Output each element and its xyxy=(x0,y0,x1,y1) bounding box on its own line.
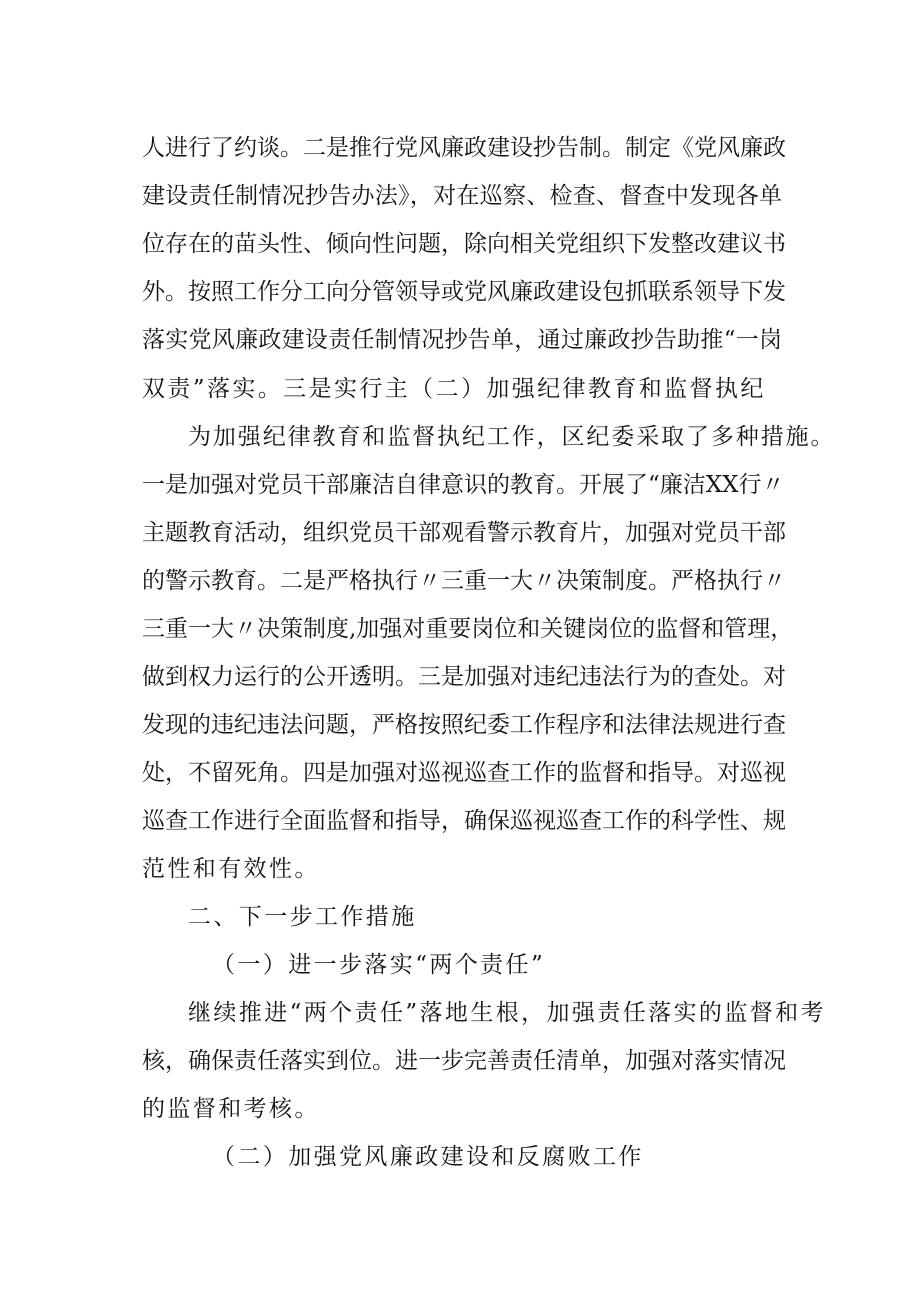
paragraph-line: 巡查工作进行全面监督和指导，确保巡视巡查工作的科学性、规 xyxy=(142,808,786,834)
paragraph-line: 主题教育活动，组织党员干部观看警示教育片，加强对党员干部 xyxy=(142,520,786,546)
paragraph-line: 人进行了约谈。二是推行党风廉政建设抄告制。制定《党风廉政 xyxy=(142,135,786,161)
paragraph-line: 发现的违纪违法问题，严格按照纪委工作程序和法律法规进行查 xyxy=(142,712,786,738)
paragraph-line: 的监督和考核。 xyxy=(142,1096,320,1122)
subsection-heading: （二）加强党风廉政建设和反腐败工作 xyxy=(212,1144,644,1170)
section-heading: 二、下一步工作措施 xyxy=(188,904,417,930)
paragraph-line: 范性和有效性。 xyxy=(142,856,320,882)
paragraph-line: 一是加强对党员干部廉洁自律意识的教育。开展了“廉洁XX行〃 xyxy=(142,472,785,498)
paragraph-line: 落实党风廉政建设责任制情况抄告单，通过廉政抄告助推“一岗 xyxy=(142,327,782,353)
paragraph-line: 位存在的苗头性、倾向性问题，除向相关党组织下发整改建议书 xyxy=(142,231,786,257)
paragraph-line: 的警示教育。二是严格执行〃三重一大〃决策制度。严格执行〃 xyxy=(142,568,786,594)
paragraph-line: 核，确保责任落实到位。进一步完善责任清单，加强对落实情况 xyxy=(142,1048,786,1074)
paragraph-line: 双责”落实。三是实行主（二）加强纪律教育和监督执纪 xyxy=(142,376,766,402)
paragraph-line: 外。按照工作分工向分管领导或党风廉政建设包抓联系领导下发 xyxy=(142,279,786,305)
paragraph-first-line: 为加强纪律教育和监督执纪工作，区纪委采取了多种措施。 xyxy=(188,424,836,450)
paragraph-first-line: 继续推进“两个责任”落地生根，加强责任落实的监督和考 xyxy=(188,1000,826,1026)
paragraph-line: 三重一大〃决策制度,加强对重要岗位和关键岗位的监督和管理， xyxy=(142,616,794,642)
paragraph-line: 做到权力运行的公开透明。三是加强对违纪违法行为的查处。对 xyxy=(142,664,786,690)
paragraph-line: 建设责任制情况抄告办法》，对在巡察、检查、督查中发现各单 xyxy=(142,183,782,209)
subsection-heading: （一）进一步落实“两个责任” xyxy=(212,952,546,978)
paragraph-line: 处，不留死角。四是加强对巡视巡查工作的监督和指导。对巡视 xyxy=(142,760,786,786)
